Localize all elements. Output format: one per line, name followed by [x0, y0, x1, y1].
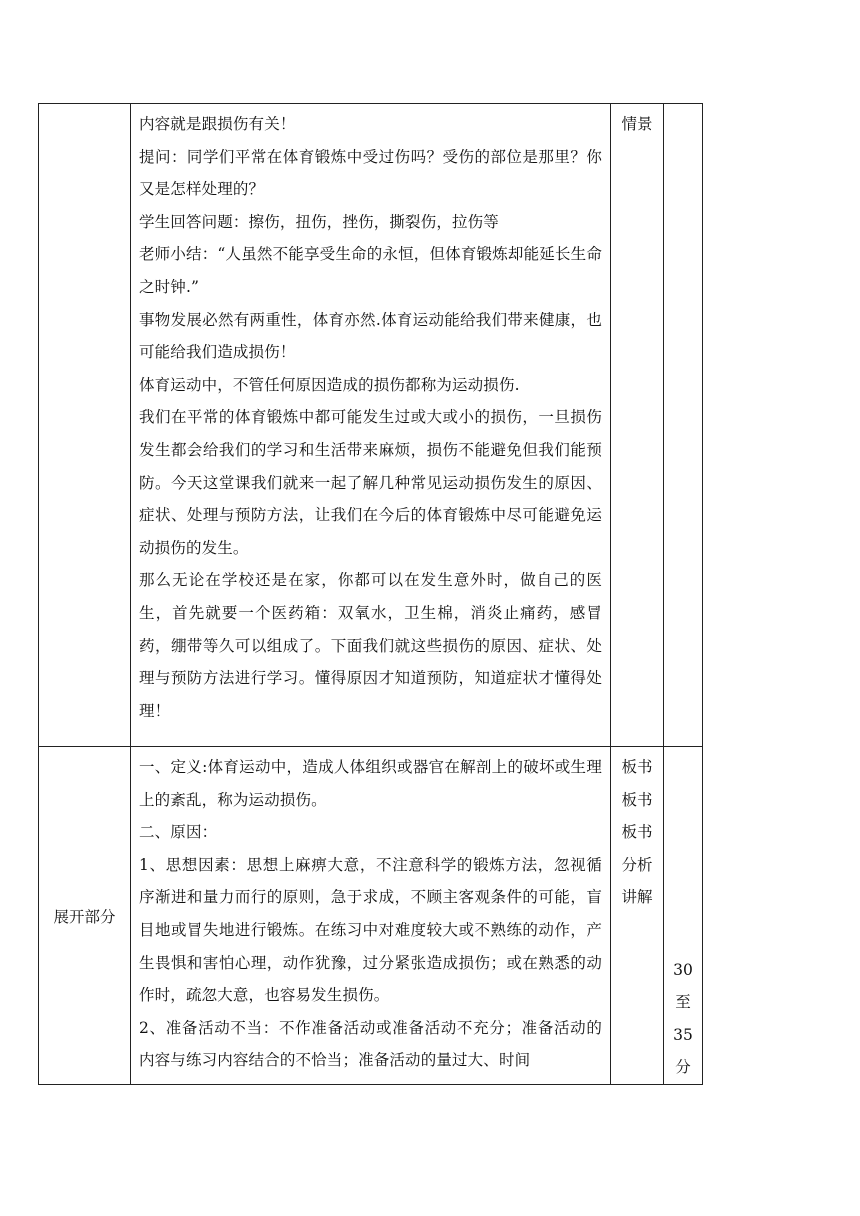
content-cell: [131, 104, 611, 747]
content-paragraph: 我们在平常的体育锻炼中都可能发生过或大或小的损伤，一旦损伤发生都会给我们的学习和生活带来麻烦，损伤不能避免但我们能预防。今天这堂课我们就来一起了解几种常见运动损伤发生的原因、症状、处理与预防方法，让我们在今后的体育锻炼中尽可能避免运动损伤的发生。: [139, 408, 602, 557]
method-cell: [611, 104, 664, 747]
content-paragraph: 内容就是跟损伤有关！: [139, 115, 296, 133]
content-paragraph: 那么无论在学校还是在家，你都可以在发生意外时，做自己的医生，首先就要一个医药箱：双氧水，卫生棉，消炎止痛药，感冒药，绷带等久可以组成了。下面我们就这些损伤的原因、症状、处理与预防方法进行学习。懂得原因才知道预防，知道症状才懂得处理！: [139, 571, 602, 720]
content-paragraph: 提问：同学们平常在体育锻炼中受过伤吗？受伤的部位是那里？你又是怎样处理的？: [139, 147, 602, 199]
time-label: 分: [675, 1058, 691, 1077]
method-label: 板书: [621, 823, 653, 842]
content-paragraph: 老师小结：“人虽然不能享受生命的永恒，但体育锻炼却能延长生命之时钟.”: [139, 245, 602, 296]
content-paragraph: 一、定义:体育运动中，造成人体组织或器官在解剖上的破坏或生理上的紊乱，称为运动损伤。: [139, 758, 602, 809]
content-paragraph: 1、思想因素：思想上麻痹大意，不注意科学的锻炼方法，忽视循序渐进和量力而行的原则，急于求成，不顾主客观条件的可能，盲目地或冒失地进行锻炼。在练习中对难度较大或不熟练的动作，产生畏惧和害怕心理，动作犹豫，过分紧张造成损伤；或在熟悉的动作时，疏忽大意，也容易发生损伤。: [139, 855, 602, 1005]
method-cell: [611, 747, 664, 1085]
content-paragraph: 二、原因：: [139, 823, 218, 842]
time-label: 30: [673, 960, 693, 979]
time-cell: [664, 747, 703, 1085]
method-label: 板书: [621, 790, 653, 809]
table-row: [39, 104, 703, 747]
content-paragraph: 2、准备活动不当：不作准备活动或准备活动不充分；准备活动的内容与练习内容结合的不恰当；准备活动的量过大、时间: [139, 1018, 602, 1070]
content-paragraph: 体育运动中，不管任何原因造成的损伤都称为运动损伤.: [139, 375, 520, 394]
content-paragraph: 学生回答问题：擦伤，扭伤，挫伤，撕裂伤，拉伤等: [139, 212, 499, 231]
section-cell: [39, 104, 131, 747]
section-cell: 展开部分: [39, 747, 131, 1085]
method-label: 分析: [621, 855, 653, 874]
method-label: 讲解: [621, 888, 653, 907]
lesson-plan-table: [38, 103, 703, 1085]
method-label: 板书: [621, 758, 653, 776]
content-paragraph: 事物发展必然有两重性，体育亦然.体育运动能给我们带来健康，也可能给我们造成损伤！: [139, 310, 602, 362]
table-row: [39, 747, 703, 1085]
content-cell: [131, 747, 611, 1085]
time-cell: [664, 104, 703, 747]
time-label: 35: [673, 1025, 693, 1044]
time-label: 至: [675, 993, 691, 1012]
method-label: 情景: [621, 115, 653, 133]
